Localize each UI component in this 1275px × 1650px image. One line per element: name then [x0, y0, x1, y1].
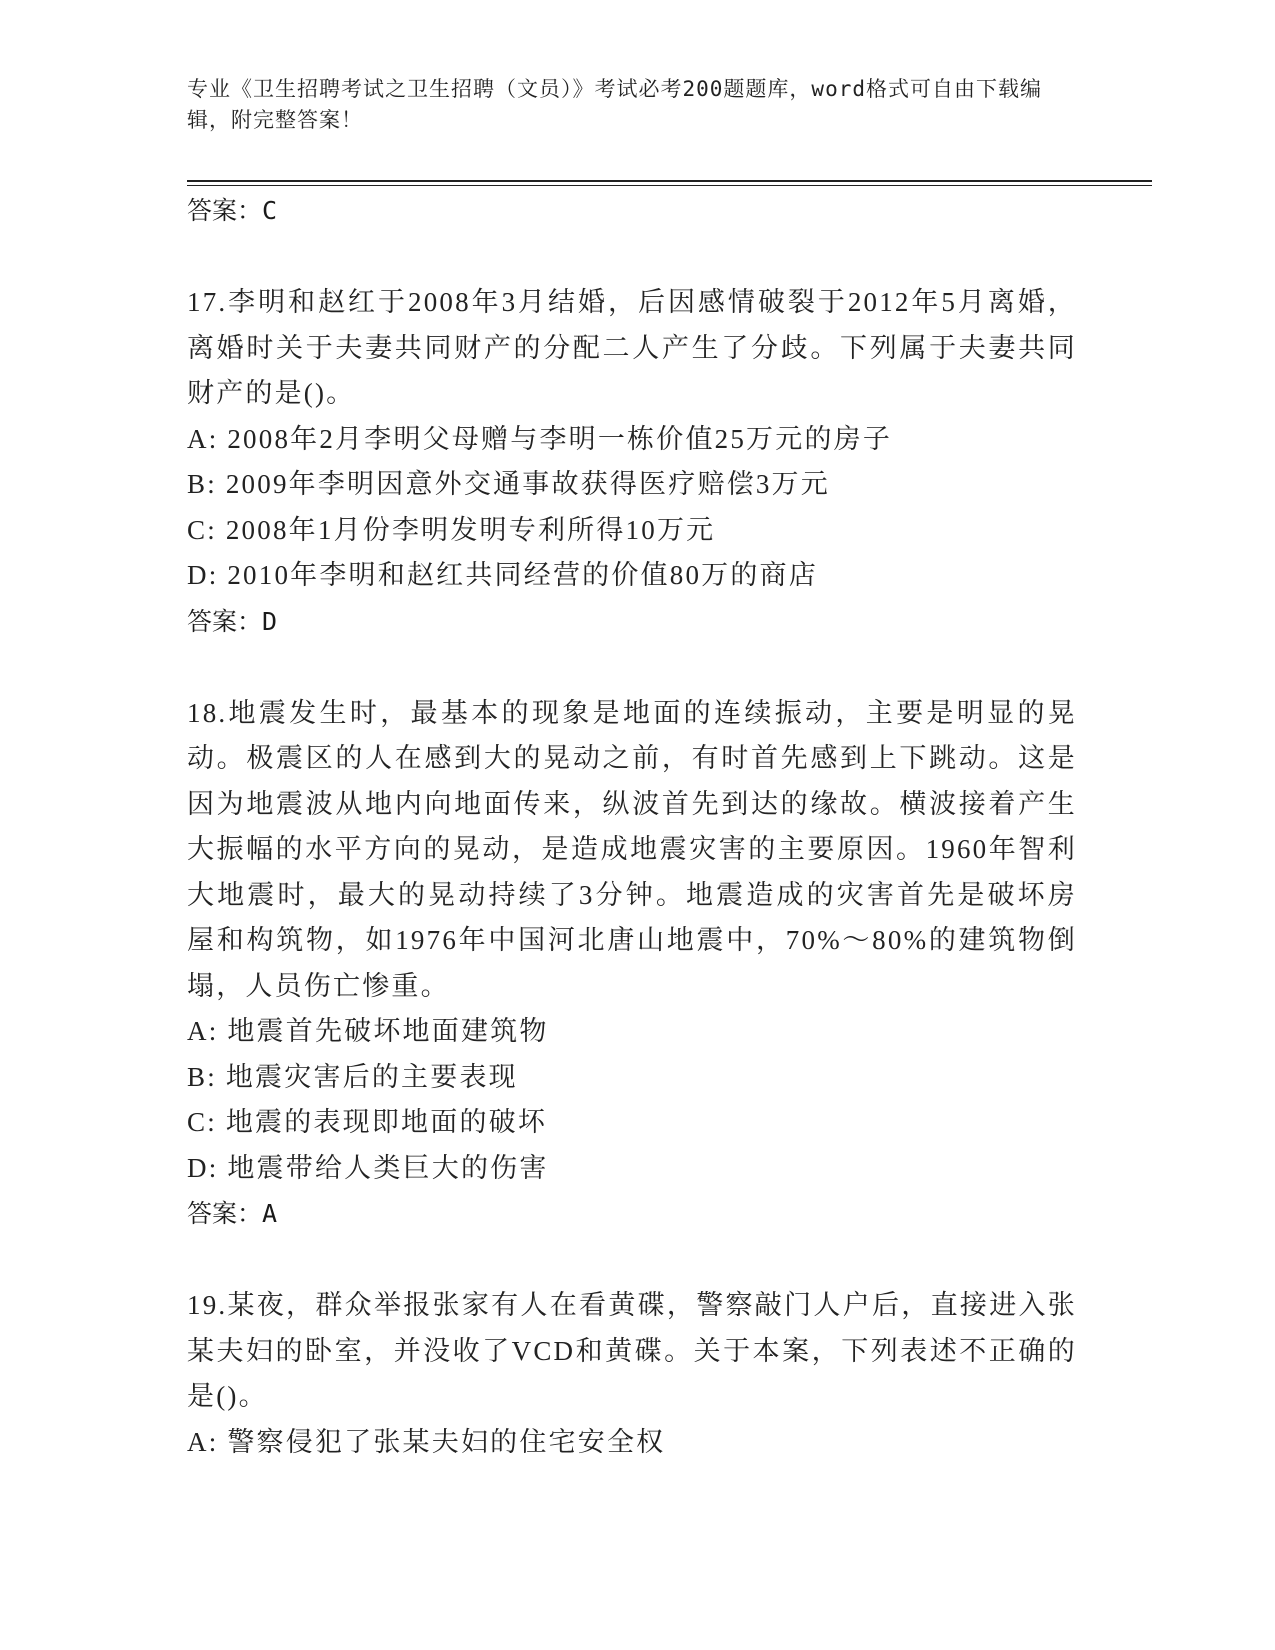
option-d: D: 2010年李明和赵红共同经营的价值80万的商店 — [187, 560, 818, 590]
header-rule-thick — [187, 180, 1152, 182]
option-a: A: 地震首先破坏地面建筑物 — [187, 1016, 549, 1046]
question-19 — [187, 1283, 1077, 1465]
document-header — [187, 74, 1067, 136]
option-b: B: 2009年李明因意外交通事故获得医疗赔偿3万元 — [187, 469, 830, 499]
question-answer: 答案：D — [187, 606, 278, 636]
question-18 — [187, 691, 1077, 1238]
option-a: A: 警察侵犯了张某夫妇的住宅安全权 — [187, 1426, 666, 1457]
question-stem: 17.李明和赵红于2008年3月结婚，后因感情破裂于2012年5月离婚，离婚时关于夫妻共同财产的分配二人产生了分歧。下列属于夫妻共同财产的是()。 — [187, 287, 1077, 408]
question-answer: 答案：A — [187, 1199, 278, 1228]
option-a: A: 2008年2月李明父母赠与李明一栋价值25万元的房子 — [187, 423, 893, 454]
option-c: C: 2008年1月份李明发明专利所得10万元 — [187, 514, 716, 545]
document-body — [187, 188, 1077, 1465]
previous-answer: 答案：C — [187, 196, 278, 225]
question-17 — [187, 280, 1077, 645]
header-text: 专业《卫生招聘考试之卫生招聘（文员）》考试必考200题题库，word格式可自由下载编辑，附完整答案！ — [187, 77, 1042, 132]
option-c: C: 地震的表现即地面的破坏 — [187, 1107, 548, 1137]
option-d: D: 地震带给人类巨大的伤害 — [187, 1152, 549, 1183]
question-stem: 19.某夜，群众举报张家有人在看黄碟，警察敲门人户后，直接进入张某夫妇的卧室，并没收了VCD和黄碟。关于本案，下列表述不正确的是()。 — [187, 1290, 1077, 1411]
question-stem: 18.地震发生时，最基本的现象是地面的连续振动，主要是明显的晃动。极震区的人在感到大的晃动之前，有时首先感到上下跳动。这是因为地震波从地内向地面传来，纵波首先到达的缘故。横波接着产生大振幅的水平方向的晃动，是造成地震灾害的主要原因。1960年智利大地震时，最大的晃动持续了3分钟。地震造成的灾害首先是破坏房屋和构筑物，如1976年中国河北唐山地震中，70%～80%的建筑物倒塌，人员伤亡惨重。 — [187, 697, 1077, 1001]
header-rule-thin — [187, 185, 1152, 186]
option-b: B: 地震灾害后的主要表现 — [187, 1061, 518, 1092]
